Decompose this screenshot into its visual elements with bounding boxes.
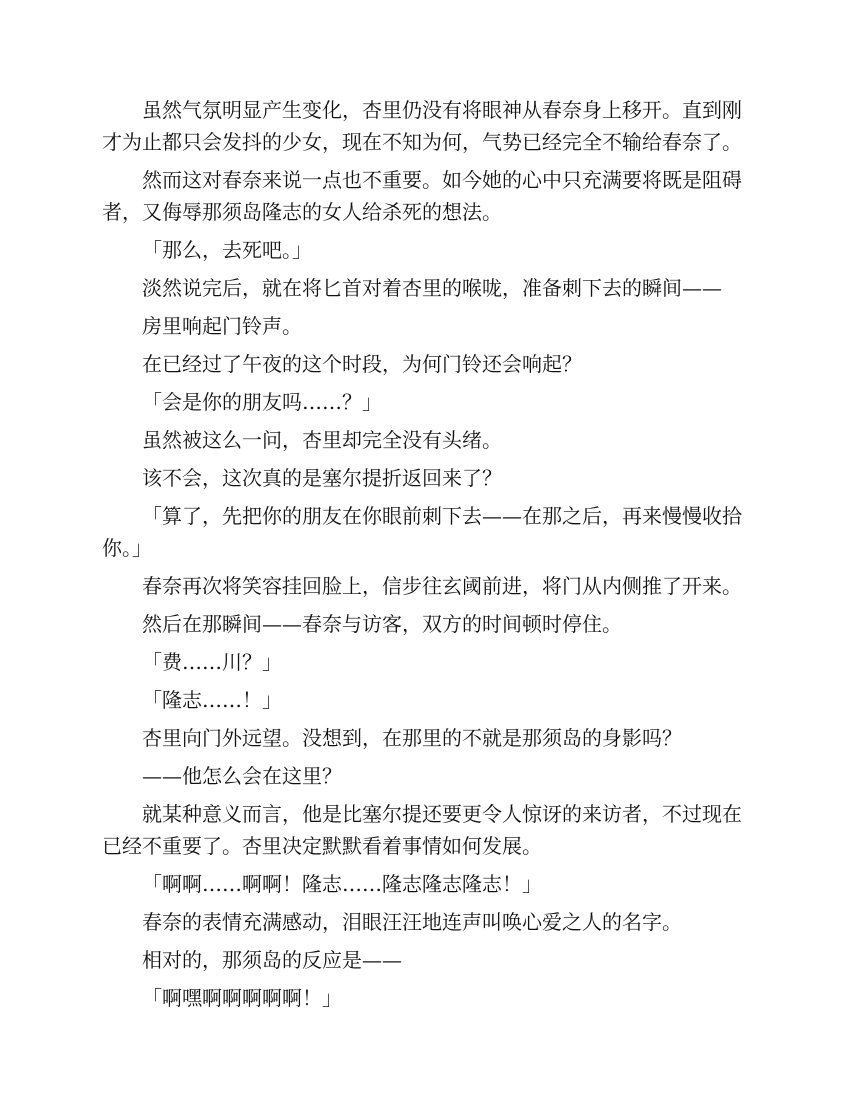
paragraph: 相对的，那须岛的反应是——: [142, 948, 402, 972]
paragraph: 杏里向门外远望。没想到，在那里的不就是那须岛的身影吗？: [142, 726, 682, 750]
paragraph: 春奈再次将笑容挂回脸上，信步往玄阈前进，将门从内侧推了开来。: [142, 574, 742, 598]
paragraph: 在已经过了午夜的这个时段，为何门铃还会响起？: [142, 352, 582, 376]
paragraph: 然后在那瞬间——春奈与访客，双方的时间顿时停住。: [142, 612, 622, 636]
paragraph: 「隆志……！」: [142, 688, 282, 712]
paragraph: 「啊啊……啊啊！隆志……隆志隆志隆志！」: [142, 872, 542, 896]
paragraph: 虽然气氛明显产生变化，杏里仍没有将眼神从春奈身上移开。直到刚才为止都只会发抖的少女，现在不知为何，气势已经完全不输给春奈了。: [102, 98, 742, 154]
paragraph: 该不会，这次真的是塞尔提折返回来了？: [142, 466, 502, 490]
paragraph: 「算了，先把你的朋友在你眼前刺下去——在那之后，再来慢慢收拾你。」: [102, 504, 742, 560]
paragraph: 就某种意义而言，他是比塞尔提还要更令人惊讶的来访者，不过现在已经不重要了。杏里决定默默看着事情如何发展。: [102, 802, 742, 858]
paragraph: 淡然说完后，就在将匕首对着杏里的喉咙，准备刺下去的瞬间——: [142, 276, 722, 300]
paragraph: 「费……川？」: [142, 650, 282, 674]
paragraph: 「那么，去死吧。」: [142, 238, 312, 262]
paragraph: ——他怎么会在这里？: [142, 764, 342, 788]
paragraph: 然而这对春奈来说一点也不重要。如今她的心中只充满要将既是阻碍者，又侮辱那须岛隆志的女人给杀死的想法。: [102, 168, 742, 224]
paragraph: 虽然被这么一问，杏里却完全没有头绪。: [142, 428, 502, 452]
paragraph: 「啊嘿啊啊啊啊啊！」: [142, 986, 342, 1010]
paragraph: 「会是你的朋友吗……？」: [142, 390, 382, 414]
document-page: [102, 94, 748, 1020]
paragraph: 房里响起门铃声。: [142, 314, 302, 338]
paragraph: 春奈的表情充满感动，泪眼汪汪地连声叫唤心爱之人的名字。: [142, 910, 682, 934]
